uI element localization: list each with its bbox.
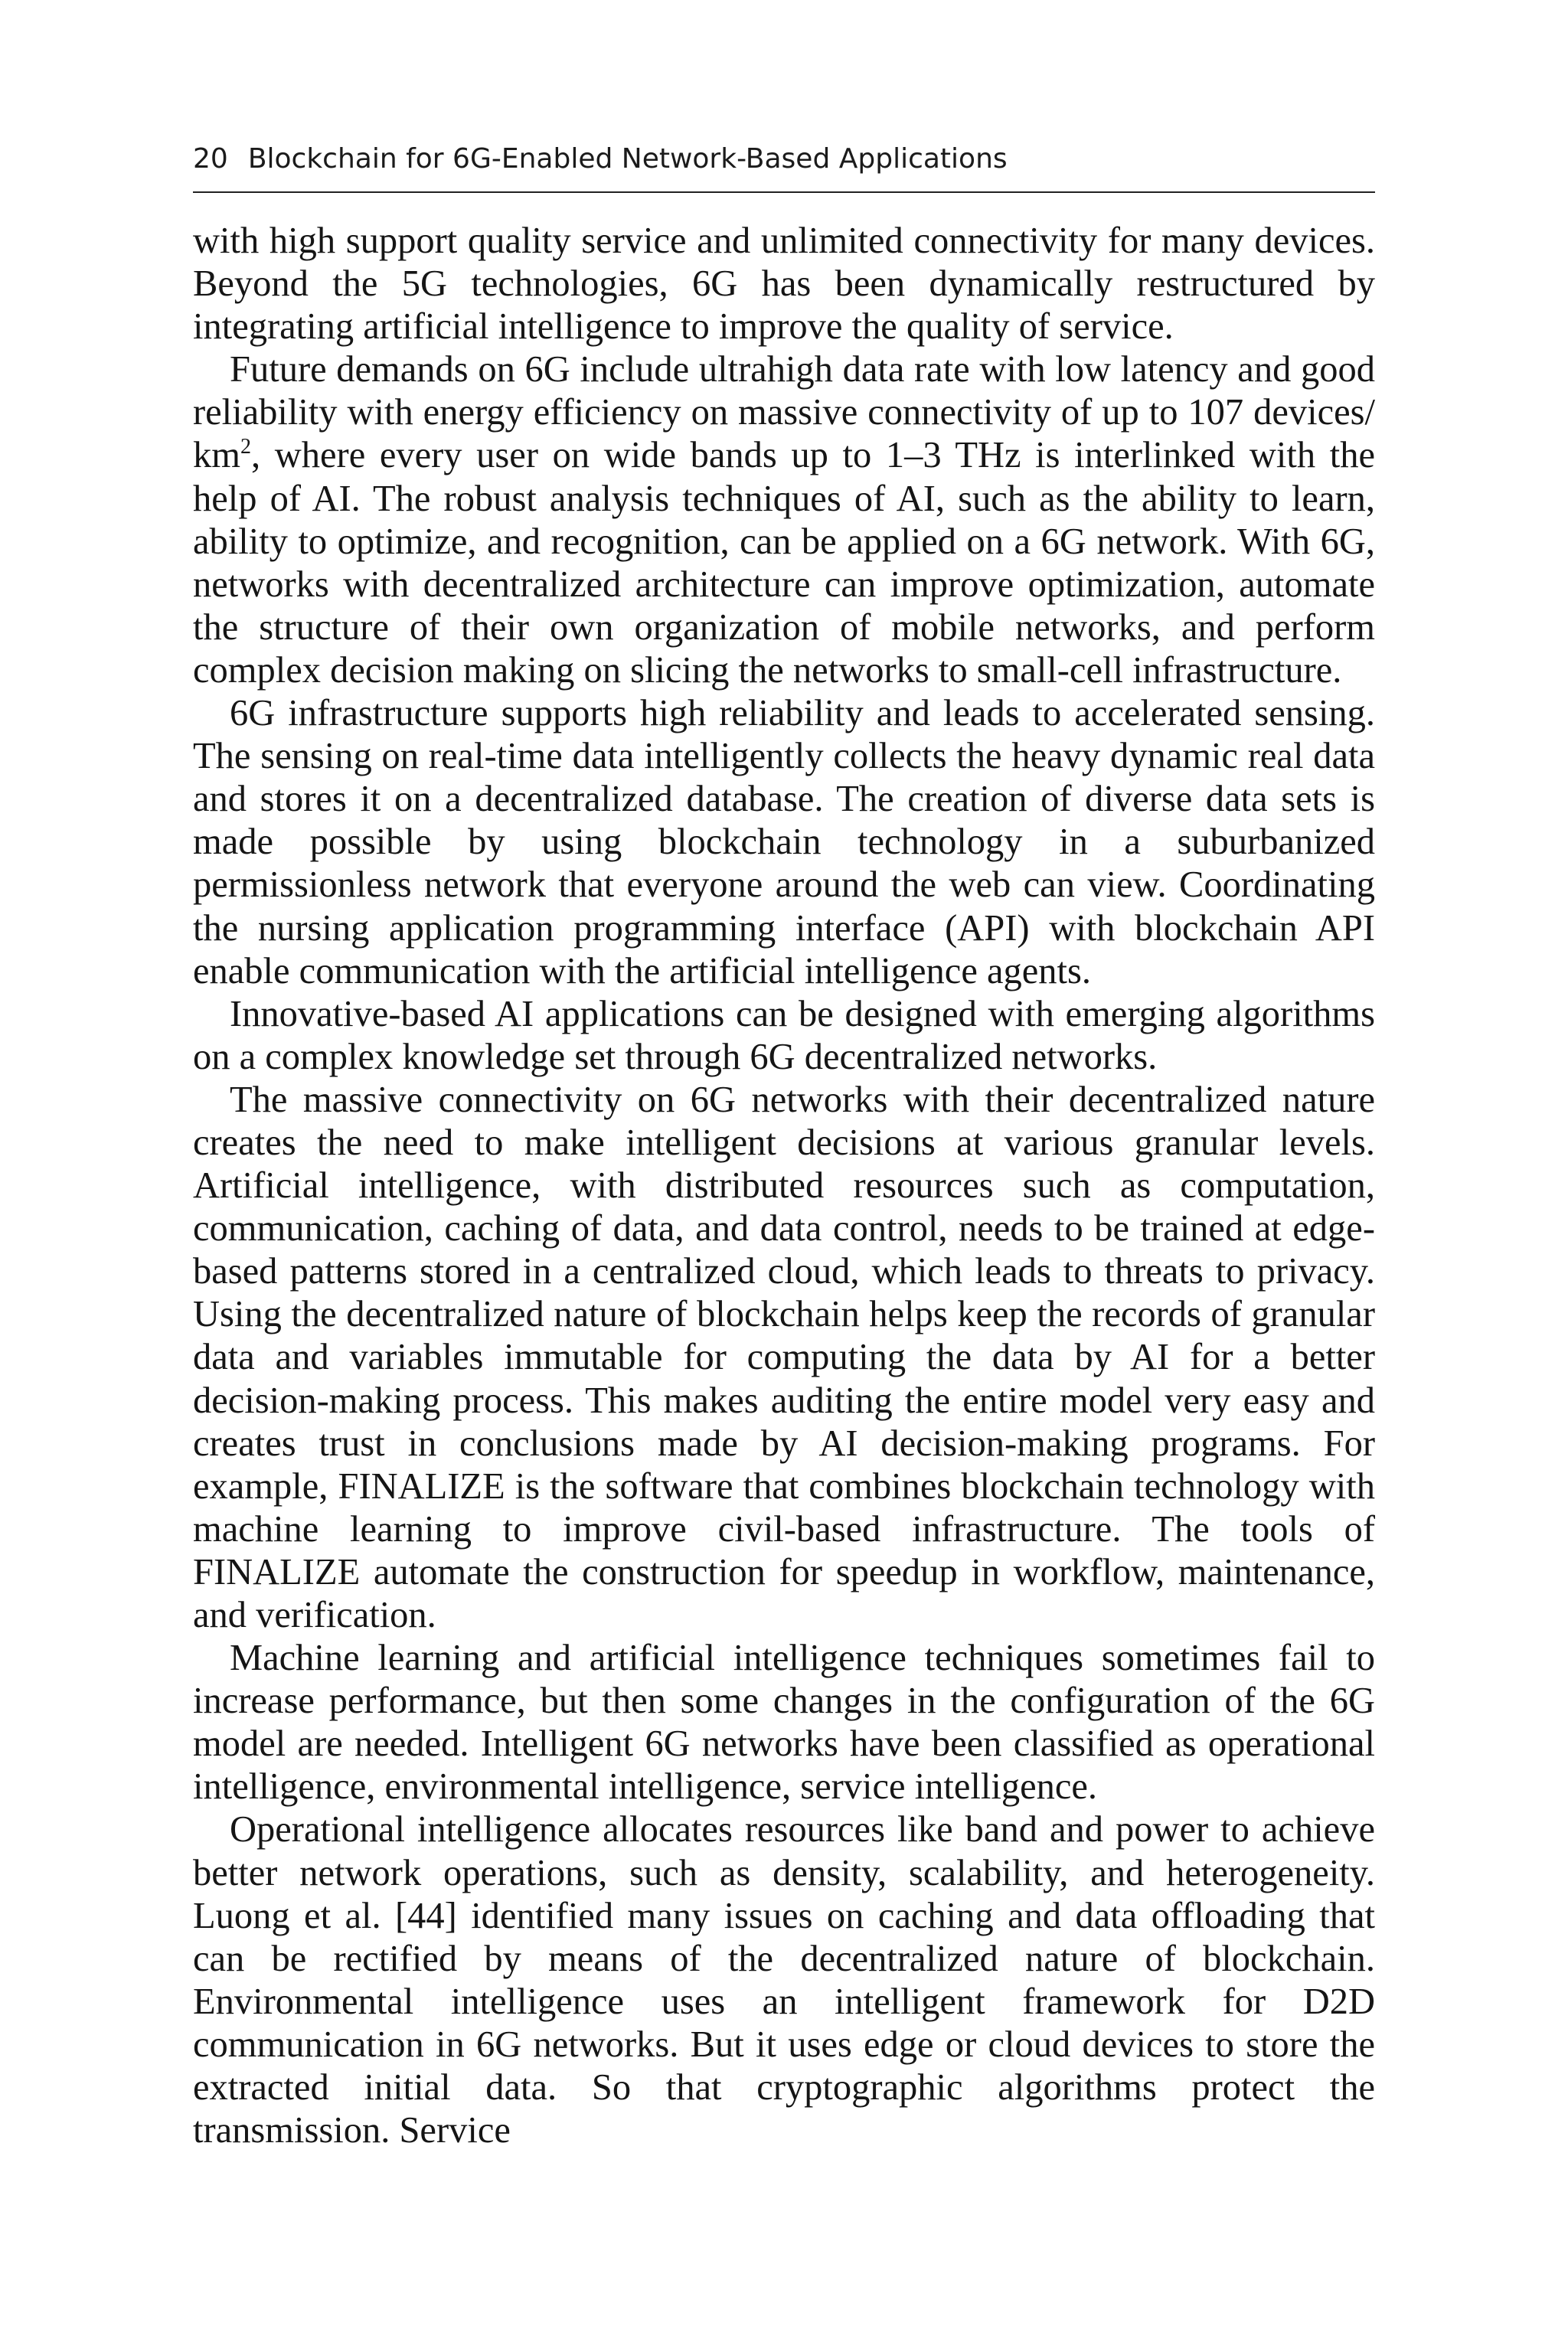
paragraph-2-text-start: Future demands on 6G include ultrahigh data rate with low latency and good reliability with energy efficiency on massive connectivity of up to 107 devices/ km [193, 349, 1375, 476]
paragraph-2 [193, 348, 1375, 692]
paragraph-2-text-end: , where every user on wide bands up to 1–3 THz is interlinked with the help of AI. The robust analysis techniques of AI, such as the ability to learn, ability to optimize, and recognition, can be applied on a 6G network. With 6G, networks with decentralized architecture can improve optimization, automate the structure of their own organization of mobile networks, and perform complex decision making on slicing the networks to small-cell infrastructure. [193, 435, 1375, 691]
paragraph-5: The massive connectivity on 6G networks with their decentralized nature creates the need to make intelligent decisions at various granular levels. Artificial intelligence, with distributed resources such as computation, communication, caching of data, and data control, needs to be trained at edge-based patterns stored in a centralized cloud, which leads to threats to privacy. Using the decentralized nature of blockchain helps keep the records of granular data and variables immutable for computing the data by AI for a better decision-making process. This makes auditing the entire model very easy and creates trust in conclusions made by AI decision-making programs. For example, FINALIZE is the software that combines blockchain technology with machine learning to improve civil-based infrastructure. The tools of FINALIZE automate the construction for speedup in workflow, maintenance, and verification. [193, 1079, 1375, 1635]
paragraph-7: Operational intelligence allocates resources like band and power to achieve better network operations, such as density, scalability, and heterogeneity. Luong et al. [44] identified many issues on caching and data offloading that can be rectified by means of the decentralized nature of blockchain. Environmental intelligence uses an intelligent framework for D2D communication in 6G networks. But it uses edge or cloud devices to store the extracted initial data. So that cryptographic algorithms protect the transmission. Service [193, 1809, 1375, 2151]
paragraph-3: 6G infrastructure supports high reliability and leads to accelerated sensing. The sensing on real-time data intelligently collects the heavy dynamic real data and stores it on a decentralized database. The creation of diverse data sets is made possible by using blockchain technology in a suburbanized permissionless network that everyone around the web can view. Coordinating the nursing application programming interface (API) with blockchain API enable communication with the artificial intelligence agents. [193, 693, 1375, 991]
page-number: 20 [193, 143, 228, 175]
paragraph-1: with high support quality service and unlimited connectivity for many devices. Beyond the 5G technologies, 6G has been dynamically restructured by integrating artificial intelligence to improve the quality of service. [193, 220, 1375, 348]
running-title: Blockchain for 6G-Enabled Network-Based Applications [247, 143, 1008, 175]
header-rule [193, 191, 1375, 193]
body-text [193, 220, 1375, 2152]
squared-superscript: 2 [240, 435, 251, 459]
running-header [193, 136, 1375, 182]
paragraph-4: Innovative-based AI applications can be designed with emerging algorithms on a complex knowledge set through 6G decentralized networks. [193, 993, 1375, 1077]
paragraph-6: Machine learning and artificial intelligence techniques sometimes fail to increase performance, but then some changes in the configuration of the 6G model are needed. Intelligent 6G networks have been classified as operational intelligence, environmental intelligence, service intelligence. [193, 1638, 1375, 1808]
